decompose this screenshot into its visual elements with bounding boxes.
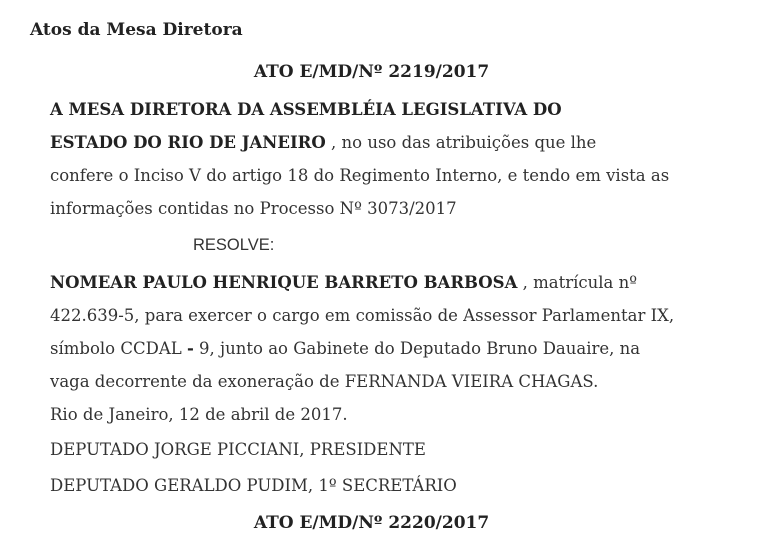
decision-line-3 <box>50 339 640 358</box>
decision-line-1 <box>50 273 637 292</box>
act-title: ATO E/MD/Nº 2219/2017 <box>253 62 490 82</box>
preamble-text: , no uso das atribuições que lhe <box>325 133 597 152</box>
resolve-label: RESOLVE: <box>193 236 275 254</box>
preamble-bold-text: ESTADO DO RIO DE JANEIRO <box>50 133 326 152</box>
decision-text: , matrícula nº <box>517 273 638 292</box>
decision-bold-text: NOMEAR PAULO HENRIQUE BARRETO BARBOSA <box>50 273 518 292</box>
preamble-line-3: confere o Inciso V do artigo 18 do Regimento Interno, e tendo em vista as <box>50 166 670 185</box>
section-title: Atos da Mesa Diretora <box>30 20 243 40</box>
decision-dash: - <box>186 339 194 358</box>
decision-line-4: vaga decorrente da exoneração de FERNANDA VIEIRA CHAGAS. <box>50 372 599 391</box>
preamble-line-2 <box>50 133 596 152</box>
signature-secretary: DEPUTADO GERALDO PUDIM, 1º SECRETÁRIO <box>50 476 457 495</box>
decision-text-b: 9, junto ao Gabinete do Deputado Bruno Dauaire, na <box>193 339 641 358</box>
signature-president: DEPUTADO JORGE PICCIANI, PRESIDENTE <box>50 440 426 459</box>
preamble-line-4: informações contidas no Processo Nº 3073/2017 <box>50 199 457 218</box>
decision-line-2: 422.639-5, para exercer o cargo em comissão de Assessor Parlamentar IX, <box>50 306 675 325</box>
decision-text-a: símbolo CCDAL <box>50 339 187 358</box>
preamble-line-1: A MESA DIRETORA DA ASSEMBLÉIA LEGISLATIVA DO <box>50 100 562 119</box>
act-title-next: ATO E/MD/Nº 2220/2017 <box>253 513 490 533</box>
date-line: Rio de Janeiro, 12 de abril de 2017. <box>50 405 348 424</box>
